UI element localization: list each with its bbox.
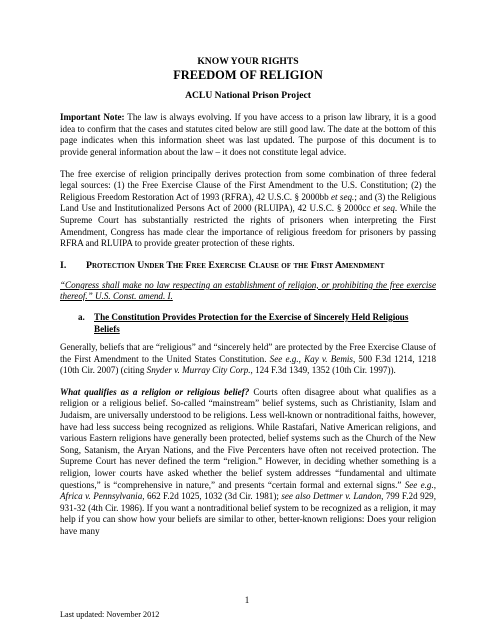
para1-text-2: , 500 F.3d 1214, 1218 (10th Cir. 2007) (citing: [60, 353, 436, 376]
para1-citation-1: See e.g., Kay v. Bemis: [269, 353, 353, 364]
sincerely-held-paragraph: [60, 342, 436, 377]
para2-lead-question: What qualifies as a religion or religious belief?: [60, 386, 250, 397]
important-note-text: The law is always evolving. If you have access to a prison law library, it is a good idea to confirm that the cases and statutes cited below are still good law. The date at the bottom of this page indicates when this information sheet was last updated. The purpose of this document is to provide general information about the law – it does not constitute legal advice.: [60, 112, 436, 157]
section-1-title: Protection Under The Free Exercise Clause of the First Amendment: [86, 259, 385, 271]
para2-citation-1: See e.g., Africa v. Pennsylvania: [60, 479, 437, 502]
know-your-rights-label: KNOW YOUR RIGHTS: [197, 56, 299, 67]
para1-text-3: , 124 F.3d 1349, 1352 (10th Cir. 1997)).: [250, 365, 396, 376]
para2-text-2: , 662 F.2d 1025, 1032 (3d Cir. 1981);: [142, 491, 282, 502]
page-title: FREEDOM OF RELIGION: [173, 67, 323, 82]
subsection-a-heading: [78, 312, 436, 335]
subsection-a-number: a.: [78, 311, 85, 322]
intro-text-2: ; and (3) the Religious Land Use and Institutionalized Persons Act of 2000 (RLUIPA), 42 U.S.C. § 2000cc: [60, 191, 437, 214]
section-1-number: I.: [60, 259, 67, 271]
intro-paragraph: [60, 169, 436, 250]
intro-et-seq-1: et seq.: [331, 191, 355, 202]
para1-citation-2: Snyder v. Murray City Corp.: [146, 365, 251, 376]
intro-text-1: The free exercise of religion principally derives protection from some combination of three federal legal sources: (1) the Free Exercise Clause of the First Amendment to the U.S. Constitution; (2) the Religious Freedom Restoration Act of 1993 (RFRA), 42 U.S.C. § 2000bb: [60, 168, 436, 202]
organization-name: ACLU National Prison Project: [185, 89, 311, 101]
what-qualifies-paragraph: [60, 387, 436, 538]
first-amendment-quote: “Congress shall make no law respecting an establishment of religion, or prohibiting the free exercise thereof.” U.S. Const. amend. I.: [60, 279, 436, 302]
subsection-a-title: The Constitution Provides Protection for the Exercise of Sincerely Held Religious Beliefs: [94, 311, 409, 334]
page-number: 1: [244, 595, 250, 605]
para2-citation-2: see also Dettmer v. Landon: [281, 491, 382, 502]
intro-text-3: . While the Supreme Court has substantially restricted the rights of prisoners when interpreting the First Amendment, Congress has made clear the importance of religious freedom for prisoners by passing RFRA and RLUIPA to provide greater protection of these rights.: [60, 203, 436, 249]
intro-et-seq-2: et seq: [373, 203, 395, 214]
last-updated-footer: Last updated: November 2012: [60, 610, 160, 619]
section-1-heading: [60, 260, 436, 272]
para1-text-1: Generally, beliefs that are “religious” and “sincerely held” are protected by the Free Exercise Clause of the First Amendment to the United States Constitution.: [60, 342, 436, 364]
para2-text-1: Courts often disagree about what qualifies as a religion or a religious belief. So-called “mainstream” belief systems, such as Christianity, Islam and Judaism, are universally understood to be religions. Less well-known or nontraditional faiths, however, have had less success being recognized as religions. While Rastafari, Native American religions, and various Eastern religions have generally been protected, belief systems such as the Church of the New Song, Satanism, the Aryan Nations, and the Five Percenters have often not received protection. The Supreme Court has never defined the term “religion.” However, in deciding whether something is a religion, lower courts have asked whether the belief system addresses “fundamental and ultimate questions,” is “comprehensive in nature,” and presents “certain formal and external signs.”: [60, 386, 436, 490]
para2-text-3: , 799 F.2d 929, 931-32 (4th Cir. 1986). If you want a nontraditional belief system to be recognized as a religion, it may help if you can show how your beliefs are similar to other, better-known religions: Does your religion have many: [60, 491, 436, 536]
important-note-label: Important Note:: [60, 112, 125, 123]
important-note-paragraph: [60, 112, 436, 158]
